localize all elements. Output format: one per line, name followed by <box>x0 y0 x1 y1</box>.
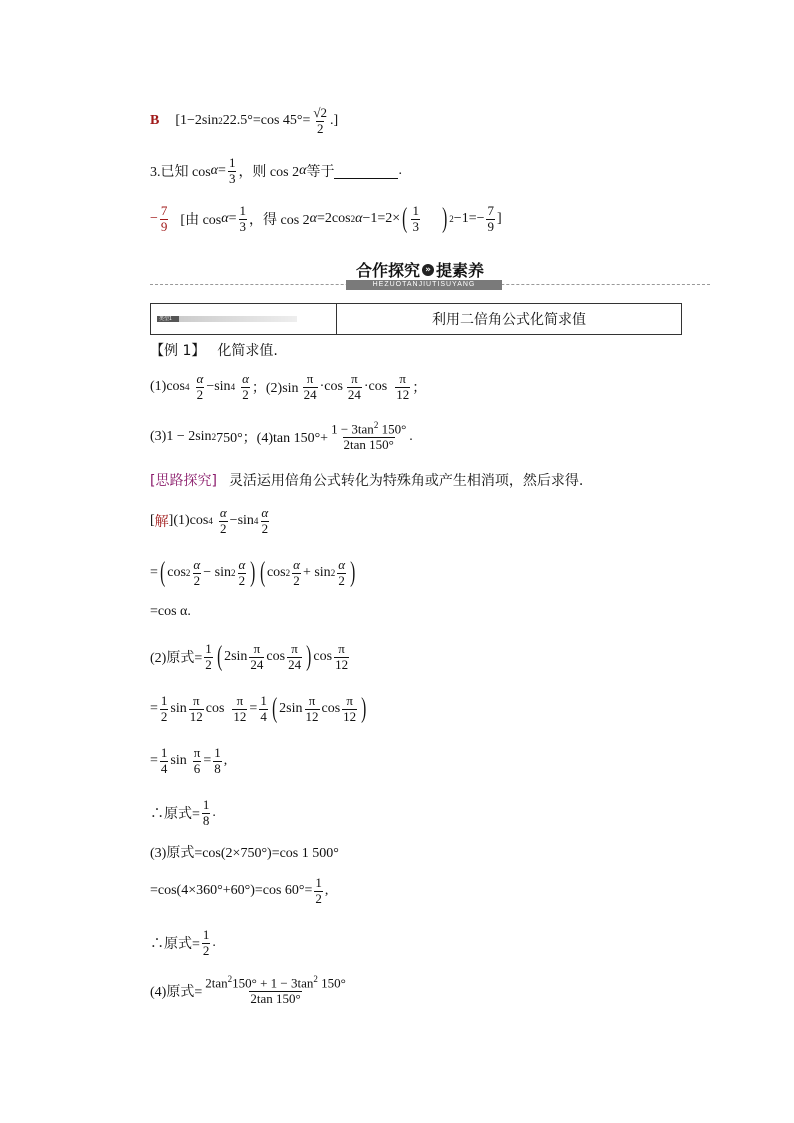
fraction: $\frac{\alpha}{2}$ <box>196 371 204 402</box>
fraction: $\frac{7}{9}$ <box>487 203 494 234</box>
fraction: $\frac{1}{3}$ <box>239 203 246 234</box>
text: . <box>409 428 413 444</box>
neg: − <box>150 211 158 227</box>
text: ] <box>168 513 174 529</box>
text: 2sin <box>224 649 248 665</box>
fraction: $\frac{\pi}{24}$ <box>347 371 361 402</box>
text: (3)1 − 2sin <box>150 428 212 444</box>
text: sin <box>170 753 187 769</box>
text: ·cos <box>363 379 388 395</box>
solution-2-result <box>150 746 227 777</box>
fraction: $\frac{1}{4}$ <box>160 745 168 776</box>
fraction: $\frac{1 - 3\tan^2 150^\circ}{2\tan 150^\circ}$ <box>331 420 407 453</box>
text: + sin <box>302 565 331 581</box>
type-tag-cell <box>151 304 337 334</box>
fraction: $\frac{\alpha}{2}$ <box>219 505 227 536</box>
text: (2)原式= <box>150 651 203 667</box>
text: −sin <box>229 513 254 529</box>
fraction: $\frac{\pi}{12}$ <box>189 693 203 724</box>
text: ；(2)sin <box>251 381 299 397</box>
text: = <box>228 211 237 227</box>
text: −1=− <box>453 211 485 227</box>
text: , <box>324 883 329 899</box>
answer-letter: B <box>150 113 160 129</box>
paren: ( <box>271 693 278 725</box>
sup: 2 <box>330 568 336 579</box>
text: cos <box>266 565 286 581</box>
text: cos <box>205 701 225 717</box>
alpha: α <box>355 211 363 227</box>
solution-2-step <box>150 694 369 725</box>
text: ，得 cos 2 <box>249 213 310 229</box>
text: =cos(4×360°+60°)=cos 60°= <box>150 883 313 899</box>
solution-2-final <box>150 798 216 829</box>
section-subtitle: HEZUOTANJIUTISUYANG <box>346 280 502 290</box>
sup: 2 <box>350 214 356 225</box>
solution-1-step <box>150 558 357 589</box>
text: =cos α. <box>150 604 191 619</box>
fraction: $\frac{\pi}{12}$ <box>233 693 247 724</box>
text: .] <box>330 113 339 129</box>
text: ·cos <box>319 379 343 395</box>
sup: 2 <box>449 214 454 225</box>
fraction: $\frac{1}{2}$ <box>202 927 210 958</box>
sup: 4 <box>208 516 213 527</box>
paren: ) <box>442 203 448 235</box>
solution-label: 解 <box>154 515 169 531</box>
solution-2 <box>150 642 351 673</box>
answer-line-b <box>150 106 338 137</box>
example-text: 化简求值. <box>217 343 278 359</box>
paren: ( <box>402 203 408 235</box>
alpha: α <box>299 163 307 179</box>
text: = <box>150 753 158 769</box>
fraction: $\frac{1}{2}$ <box>315 875 322 906</box>
text: ∴原式= <box>150 807 200 823</box>
solution-1 <box>150 506 271 537</box>
idea-line <box>150 470 583 490</box>
fraction: $\frac{\pi}{12}$ <box>335 641 349 672</box>
text: 22.5°=cos 45°= <box>222 113 311 129</box>
text: [由 cos <box>180 213 222 229</box>
sup: 2 <box>218 116 223 127</box>
fraction: $\frac{\alpha}{2}$ <box>338 557 346 588</box>
idea-text: 灵活运用倍角公式转化为特殊角或产生相消项，然后求得. <box>228 473 584 489</box>
text: =2cos <box>317 211 351 227</box>
text: ∴原式= <box>150 937 200 953</box>
solution-4 <box>150 974 349 1007</box>
text: − sin <box>203 565 231 581</box>
fraction: $\frac{1}{8}$ <box>214 745 221 776</box>
text: 3.已知 cos <box>150 165 211 181</box>
paren: ) <box>350 557 356 589</box>
sup: 2 <box>285 568 291 579</box>
text: (3)原式=cos(2×750°)=cos 1 500° <box>150 846 339 861</box>
solution-3-step <box>150 876 328 907</box>
sup: 2 <box>185 568 191 579</box>
text: cos <box>313 649 333 665</box>
text: , <box>223 753 228 769</box>
paren: ) <box>306 641 312 673</box>
text: (1)cos <box>150 379 185 395</box>
problem-3-4 <box>150 420 413 453</box>
paren: ) <box>361 693 367 725</box>
fraction: $\frac{1}{8}$ <box>202 797 210 828</box>
text: ，则 cos 2 <box>238 165 300 181</box>
fraction: $\frac{\pi}{12}$ <box>396 371 410 402</box>
problem-1-2 <box>150 372 426 403</box>
fraction: $\frac{\pi}{24}$ <box>288 641 302 672</box>
solution-1-result <box>150 604 191 620</box>
alpha: α <box>221 211 229 227</box>
text: . <box>212 935 216 951</box>
text: . <box>398 163 402 179</box>
text: = <box>218 163 226 179</box>
sup: 2 <box>230 568 236 579</box>
text: cos <box>321 701 341 717</box>
type-title: 利用二倍角公式化简求值 <box>432 312 586 328</box>
fraction: $\frac{1}{3}$ <box>412 203 419 234</box>
idea-label: [思路探究] <box>150 473 217 489</box>
paren: ( <box>259 557 265 589</box>
fraction: $\frac{\alpha}{2}$ <box>293 557 300 588</box>
answer-3 <box>150 204 502 235</box>
solution-3-final <box>150 928 216 959</box>
answer-blank <box>334 164 398 179</box>
fraction: $\frac{\pi}{12}$ <box>305 693 319 724</box>
text: 2sin <box>279 701 303 717</box>
text: = <box>249 701 258 717</box>
fraction: $\frac{\pi}{24}$ <box>303 371 317 402</box>
text: sin <box>170 701 187 717</box>
text: ； <box>412 381 427 397</box>
section-title <box>356 258 484 281</box>
text: cos <box>167 565 186 581</box>
text: cos <box>266 649 286 665</box>
text: = <box>203 753 212 769</box>
fraction: $\frac{1}{2}$ <box>160 693 168 724</box>
fraction: $\frac{7}{9}$ <box>160 203 168 234</box>
fraction: $\frac{1}{4}$ <box>260 693 267 724</box>
text: = <box>150 565 158 581</box>
text: [ <box>150 513 155 529</box>
fraction: $\frac{\alpha}{2}$ <box>242 371 249 402</box>
example-label: 【例 1】 <box>150 343 206 359</box>
text: 750°；(4)tan 150°+ <box>216 430 329 446</box>
solution-3 <box>150 842 339 862</box>
section-title-b: 提素养 <box>436 261 485 280</box>
section-title-a: 合作探究 <box>356 261 421 280</box>
sup: 4 <box>185 382 190 393</box>
text: ] <box>496 211 502 227</box>
text: 等于 <box>306 165 335 181</box>
fraction: $\frac{\pi}{6}$ <box>193 745 201 776</box>
paren: ( <box>160 557 166 589</box>
fraction: $\frac{\alpha}{2}$ <box>238 557 246 588</box>
question-3 <box>150 156 402 187</box>
text: (4)原式= <box>150 984 203 1000</box>
sup: 2 <box>211 431 217 442</box>
fraction: $\frac{\alpha}{2}$ <box>261 505 269 536</box>
fraction: $\frac{\pi}{12}$ <box>343 693 357 724</box>
fraction: $\frac{\alpha}{2}$ <box>193 557 201 588</box>
text: −sin <box>206 379 231 395</box>
text: . <box>212 805 216 821</box>
fraction: $\frac{√2}{2}$ <box>313 105 328 136</box>
text: (1)cos <box>173 513 209 529</box>
fraction: $\frac{2\tan^2150^\circ + 1 - 3\tan^2 150^\circ}{2\tan 150^\circ}$ <box>205 974 346 1007</box>
paren: ( <box>216 641 222 673</box>
fraction: $\frac{1}{2}$ <box>205 641 212 672</box>
example-heading <box>150 340 278 360</box>
sup: 4 <box>253 516 259 527</box>
alpha: α <box>309 211 318 227</box>
type-tag: 类型1 <box>157 316 297 322</box>
fraction: $\frac{\pi}{24}$ <box>250 641 264 672</box>
type-box <box>150 303 682 335</box>
sup: 4 <box>230 382 236 393</box>
paren: ) <box>250 557 256 589</box>
text: −1=2× <box>362 211 401 227</box>
arrow-icon: » <box>422 264 434 276</box>
alpha: α <box>210 163 219 179</box>
text: [1−2sin <box>175 113 219 129</box>
fraction: $\frac{1}{3}$ <box>228 155 236 186</box>
text: = <box>150 701 158 717</box>
